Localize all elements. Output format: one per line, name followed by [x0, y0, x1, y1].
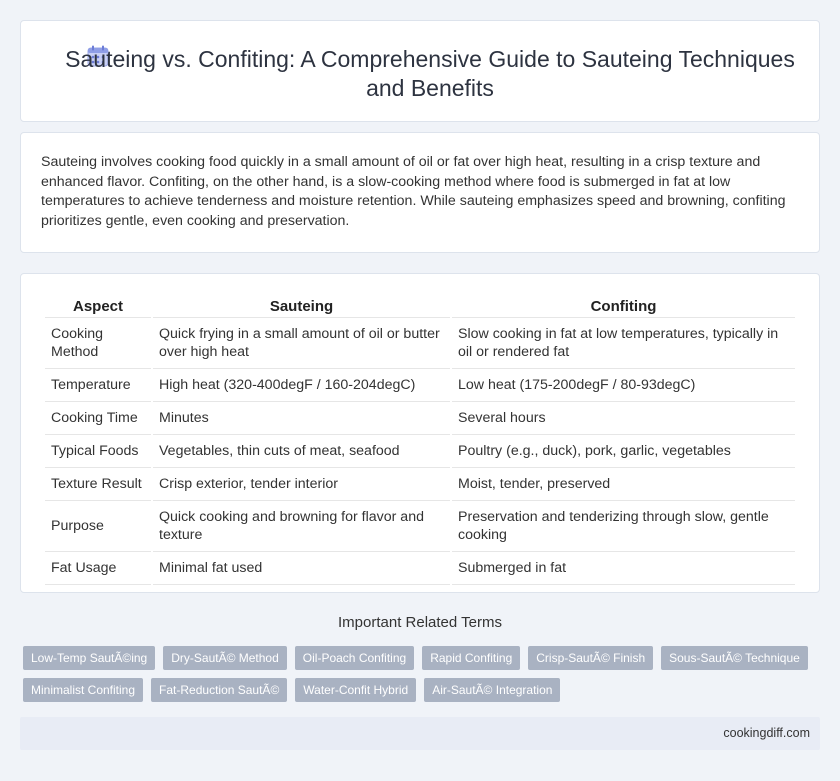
- related-tag[interactable]: Fat-Reduction SautÃ©: [151, 678, 287, 702]
- title-card: [20, 20, 820, 122]
- row-confiting: Slow cooking in fat at low temperatures, typically in oil or rendered fat: [452, 318, 795, 369]
- page-title: Sauteing vs. Confiting: A Comprehensive Guide to Sauteing Techniques and Benefits: [65, 46, 795, 101]
- header-confiting: Confiting: [452, 294, 795, 318]
- intro-card: [20, 132, 820, 253]
- row-confiting: Submerged in fat: [452, 552, 795, 585]
- related-tag[interactable]: Dry-SautÃ© Method: [163, 646, 287, 670]
- related-tag[interactable]: Water-Confit Hybrid: [295, 678, 416, 702]
- footer: [20, 717, 820, 750]
- row-aspect: Cooking Method: [45, 318, 151, 369]
- row-aspect: Fat Usage: [45, 552, 151, 585]
- row-aspect: Purpose: [45, 501, 151, 552]
- row-aspect: Temperature: [45, 369, 151, 402]
- row-confiting: Preservation and tenderizing through slow, gentle cooking: [452, 501, 795, 552]
- row-sauteing: Vegetables, thin cuts of meat, seafood: [153, 435, 450, 468]
- intro-paragraph: Sauteing involves cooking food quickly in a small amount of oil or fat over high heat, resulting in a crisp texture and enhanced flavor. Confiting, on the other hand, is a slow-cooking method where food is submerged in fat at low temperatures to achieve tenderness and moisture retention. While sauteing emphasizes speed and browning, confiting prioritizes gentle, even cooking and preservation.: [41, 154, 786, 229]
- related-tag[interactable]: Low-Temp SautÃ©ing: [23, 646, 155, 670]
- row-aspect: Texture Result: [45, 468, 151, 501]
- table-row: [45, 318, 795, 369]
- row-sauteing: High heat (320-400degF / 160-204degC): [153, 369, 450, 402]
- table-row: [45, 552, 795, 585]
- footer-site-link[interactable]: cookingdiff.com: [723, 726, 810, 740]
- row-confiting: Several hours: [452, 402, 795, 435]
- related-tag[interactable]: Air-SautÃ© Integration: [424, 678, 560, 702]
- related-tag[interactable]: Sous-SautÃ© Technique: [661, 646, 808, 670]
- row-sauteing: Quick cooking and browning for flavor and texture: [153, 501, 450, 552]
- row-confiting: Moist, tender, preserved: [452, 468, 795, 501]
- header-sauteing: Sauteing: [153, 294, 450, 318]
- row-confiting: Poultry (e.g., duck), pork, garlic, vegetables: [452, 435, 795, 468]
- row-sauteing: Crisp exterior, tender interior: [153, 468, 450, 501]
- row-confiting: Low heat (175-200degF / 80-93degC): [452, 369, 795, 402]
- table-row: [45, 402, 795, 435]
- table-row: [45, 468, 795, 501]
- row-sauteing: Minimal fat used: [153, 552, 450, 585]
- related-terms-tags: [23, 646, 813, 702]
- row-aspect: Typical Foods: [45, 435, 151, 468]
- comparison-table: [43, 294, 797, 585]
- table-row: [45, 369, 795, 402]
- related-tag[interactable]: Rapid Confiting: [422, 646, 520, 670]
- comparison-card: [20, 273, 820, 593]
- row-sauteing: Minutes: [153, 402, 450, 435]
- table-row: [45, 501, 795, 552]
- row-sauteing: Quick frying in a small amount of oil or butter over high heat: [153, 318, 450, 369]
- related-tag[interactable]: Oil-Poach Confiting: [295, 646, 414, 670]
- related-tag[interactable]: Crisp-SautÃ© Finish: [528, 646, 653, 670]
- header-aspect: Aspect: [45, 294, 151, 318]
- related-tag[interactable]: Minimalist Confiting: [23, 678, 143, 702]
- related-terms-title: Important Related Terms: [338, 614, 502, 631]
- row-aspect: Cooking Time: [45, 402, 151, 435]
- table-row: [45, 435, 795, 468]
- table-header-row: [45, 294, 795, 318]
